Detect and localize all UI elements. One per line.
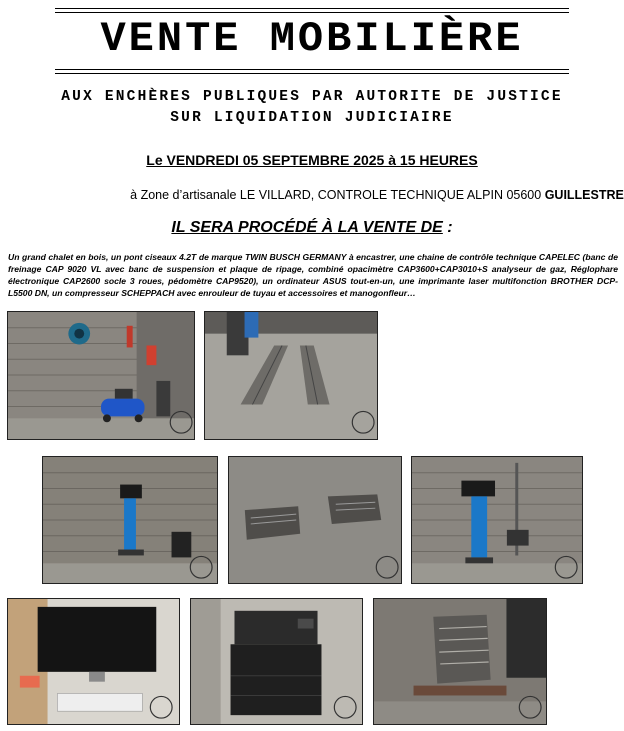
section-heading-text: IL SERA PROCÉDÉ À LA VENTE DE (171, 219, 443, 236)
sale-date: Le VENDREDI 05 SEPTEMBRE 2025 à 15 HEURES (146, 152, 478, 168)
top-rule-inner (55, 12, 569, 13)
section-heading (0, 219, 624, 237)
top-rule-outer (55, 8, 569, 9)
subtitle-line-2: SUR LIQUIDATION JUDICIAIRE (170, 110, 454, 126)
sale-location (0, 188, 624, 202)
bottom-rule-outer (55, 73, 569, 74)
lot-description: Un grand chalet en bois, un pont ciseaux 4.2T de marque TWIN BUSCH GERMANY à encastrer, une chaine de contrôle technique CAPELEC (banc de freinage CAP 9020 VL avec banc de suspension et plaque de ripage, combiné opacimètre CAP3600+CAP3010+S analyseur de gaz, Réglophare électronique CAP2600 socle 3 roues, pédomètre CAP9520), un ordinateur ASUS tout-en-un, une imprimante laser multifonction BROTHER DCP-L5500 DN, un compresseur SCHEPPACH avec enrouleur de tuyau et accessoires et manogonfleur… (8, 252, 618, 298)
scissor-lift-photo (204, 311, 378, 440)
lift-equipment-photo (373, 598, 547, 725)
computer-photo (7, 598, 180, 725)
page-title: VENTE MOBILIÈRE (100, 15, 524, 63)
opacimeter-photo (42, 456, 218, 584)
sale-location-town: GUILLESTRE (544, 188, 624, 202)
subtitle-line-1: AUX ENCHÈRES PUBLIQUES PAR AUTORITE DE JUSTICE (61, 89, 563, 105)
brake-test-photo (228, 456, 402, 584)
sale-location-address: à Zone d’artisanale LE VILLARD, CONTROLE TECHNIQUE ALPIN 05600 (130, 188, 542, 202)
compressor-photo (7, 311, 195, 440)
bottom-rule-inner (55, 69, 569, 70)
section-heading-colon: : (442, 219, 453, 236)
printer-photo (190, 598, 363, 725)
headlight-tester-photo (411, 456, 583, 584)
